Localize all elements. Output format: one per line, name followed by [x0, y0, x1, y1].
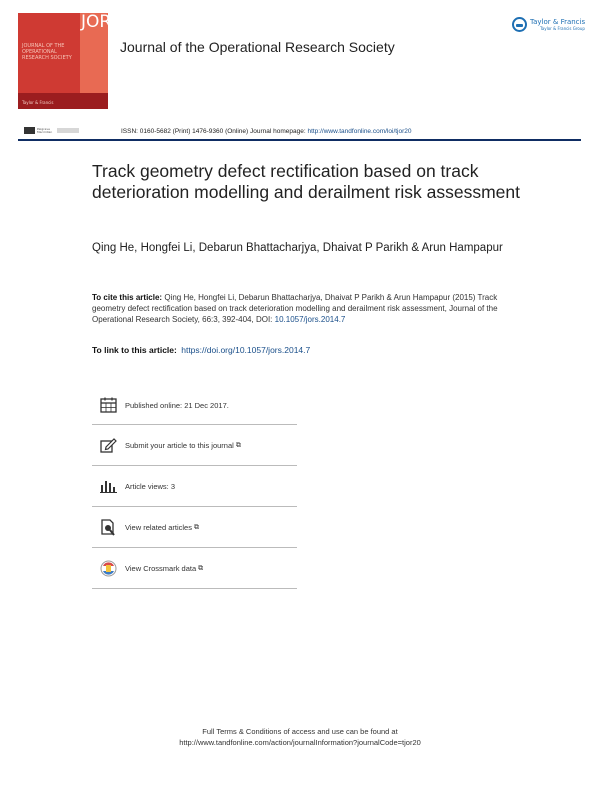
article-title: Track geometry defect rectification based on track deterioration modelling and derailment risk assessment: [92, 161, 520, 202]
palgrave-logo-text: Palgrave Macmillan: [37, 126, 53, 134]
cover-title: JOURNAL OF THE OPERATIONAL RESEARCH SOCIETY: [22, 43, 72, 61]
views-row: [92, 466, 297, 507]
citation-label: To cite this article:: [92, 293, 163, 302]
publisher-logo: [512, 17, 585, 32]
journal-cover: [18, 12, 122, 109]
related-articles-link[interactable]: View related articles: [125, 522, 192, 532]
header-divider: [18, 139, 581, 141]
calendar-icon: [92, 397, 118, 413]
publisher-group: Taylor & Francis Group: [540, 26, 585, 31]
article-link-label: To link to this article:: [92, 345, 177, 355]
article-doi-link[interactable]: https://doi.org/10.1057/jors.2014.7: [181, 345, 311, 355]
article-authors: Qing He, Hongfei Li, Debarun Bhattacharjya, Dhaivat P Parikh & Arun Hampapur: [92, 242, 503, 254]
crossmark-row[interactable]: [92, 548, 297, 589]
document-search-icon: [92, 519, 118, 536]
journal-homepage-link[interactable]: http://www.tandfonline.com/loi/tjor20: [307, 128, 412, 135]
palgrave-logo-icon: [24, 127, 35, 134]
citation-text: Qing He, Hongfei Li, Debarun Bhattacharjya, Dhaivat P Parikh & Arun Hampapur (2015) Track geometry defect rectification based on track deterioration modelling and derailment risk assessment, Journal of the Operational Research Society, 66:3, 392-404, DOI:: [92, 293, 498, 324]
partner-logo-icon: [57, 128, 79, 133]
citation-block: [92, 292, 512, 325]
external-link-icon: ⧉: [193, 522, 199, 531]
related-row[interactable]: [92, 507, 297, 548]
footer: [0, 726, 600, 748]
footer-terms-link[interactable]: http://www.tandfonline.com/action/journalInformation?journalCode=tjor20: [179, 738, 421, 747]
external-link-icon: ⧉: [235, 440, 241, 449]
publisher-name: Taylor & Francis: [530, 18, 586, 26]
edit-icon: [92, 437, 118, 453]
publisher-logo-icon: [512, 17, 527, 32]
partner-logos: [24, 127, 79, 134]
citation-doi-link[interactable]: 10.1057/jors.2014.7: [274, 315, 346, 324]
footer-terms: Full Terms & Conditions of access and use can be found at: [202, 727, 398, 736]
issn-line: [121, 128, 412, 135]
published-date: Published online: 21 Dec 2017.: [125, 400, 229, 410]
cover-abbreviation: JORS: [81, 12, 122, 32]
article-info-list: [92, 386, 297, 589]
crossmark-link[interactable]: View Crossmark data: [125, 563, 197, 573]
published-row: [92, 386, 297, 425]
article-views: Article views: 3: [125, 481, 176, 491]
cover-publisher: Taylor & Francis: [22, 100, 54, 105]
external-link-icon: ⧉: [198, 563, 204, 572]
article-link-line: [92, 345, 310, 355]
submit-row[interactable]: [92, 425, 297, 466]
issn-text: ISSN: 0160-5682 (Print) 1476-9360 (Online) Journal homepage:: [121, 128, 306, 135]
crossmark-icon: [92, 560, 118, 577]
bar-chart-icon: [92, 479, 118, 493]
submit-article-link[interactable]: Submit your article to this journal: [125, 440, 234, 450]
journal-title: Journal of the Operational Research Society: [120, 39, 395, 55]
